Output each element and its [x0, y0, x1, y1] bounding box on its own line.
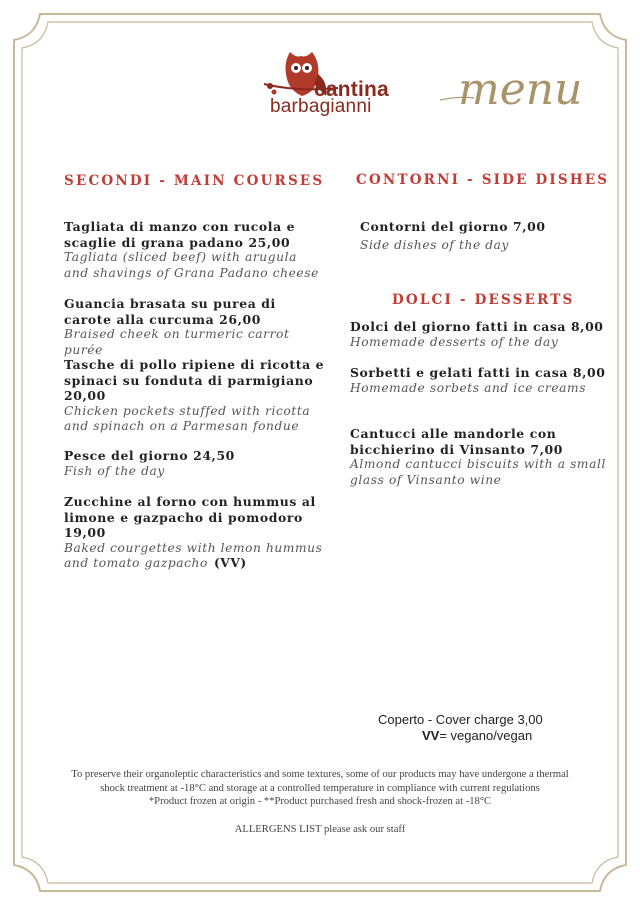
allergens-note: ALLERGENS LIST please ask our staff: [234, 824, 406, 835]
section-title-dolci: DOLCI - DESSERTS: [392, 292, 575, 308]
menu-item-contorni: Contorni del giorno 7,00 Side dishes of the day: [360, 219, 546, 252]
cover-charge: Coperto - Cover charge 3,00: [378, 712, 543, 727]
vegan-legend: VV= vegano/vegan: [422, 728, 533, 743]
vegan-tag: (VV): [213, 556, 247, 570]
svg-text:menu: menu: [458, 64, 583, 115]
menu-script-title: [440, 56, 610, 126]
menu-item-dolci: Dolci del giorno fatti in casa 8,00 Homemade desserts of the day: [350, 319, 604, 349]
footer-note: To preserve their organoleptic characteristics and some textures, some of our products may have undergone a thermal shock treatment at -18°C and storage at a controlled temperature in compliance with current regulations *Product frozen at origin - **Product purchased fresh and shock-frozen at -18°C: [71, 769, 569, 807]
brand-name-line1: cantina: [314, 78, 389, 101]
menu-item-guancia: Guancia brasata su purea di carote alla curcuma 26,00 Braised cheek on turmeric carrot purée: [64, 296, 290, 357]
menu-item-zucchine: Zucchine al forno con hummus al limone e gazpacho di pomodoro 19,00 Baked courgettes with lemon hummus and tomato gazpacho (VV): [64, 494, 323, 570]
menu-item-pesce: Pesce del giorno 24,50 Fish of the day: [64, 448, 235, 478]
section-title-contorni: CONTORNI - SIDE DISHES: [356, 172, 610, 188]
menu-item-pollo: Tasche di pollo ripiene di ricotta e spinaci su fonduta di parmigiano 20,00 Chicken pockets stuffed with ricotta and spinach on a Parmesan fondue: [64, 357, 325, 433]
menu-item-cantucci: Cantucci alle mandorle con bicchierino di Vinsanto 7,00 Almond cantucci biscuits with a small glass of Vinsanto wine: [350, 426, 606, 487]
menu-item-sorbetti: Sorbetti e gelati fatti in casa 8,00 Homemade sorbets and ice creams: [350, 365, 606, 395]
menu-item-tagliata: Tagliata di manzo con rucola e scaglie di grana padano 25,00 Tagliata (sliced beef) with arugula and shavings of Grana Padano cheese: [64, 219, 319, 280]
brand-name-line2: barbagianni: [270, 96, 372, 117]
section-title-secondi: SECONDI - MAIN COURSES: [64, 173, 325, 189]
